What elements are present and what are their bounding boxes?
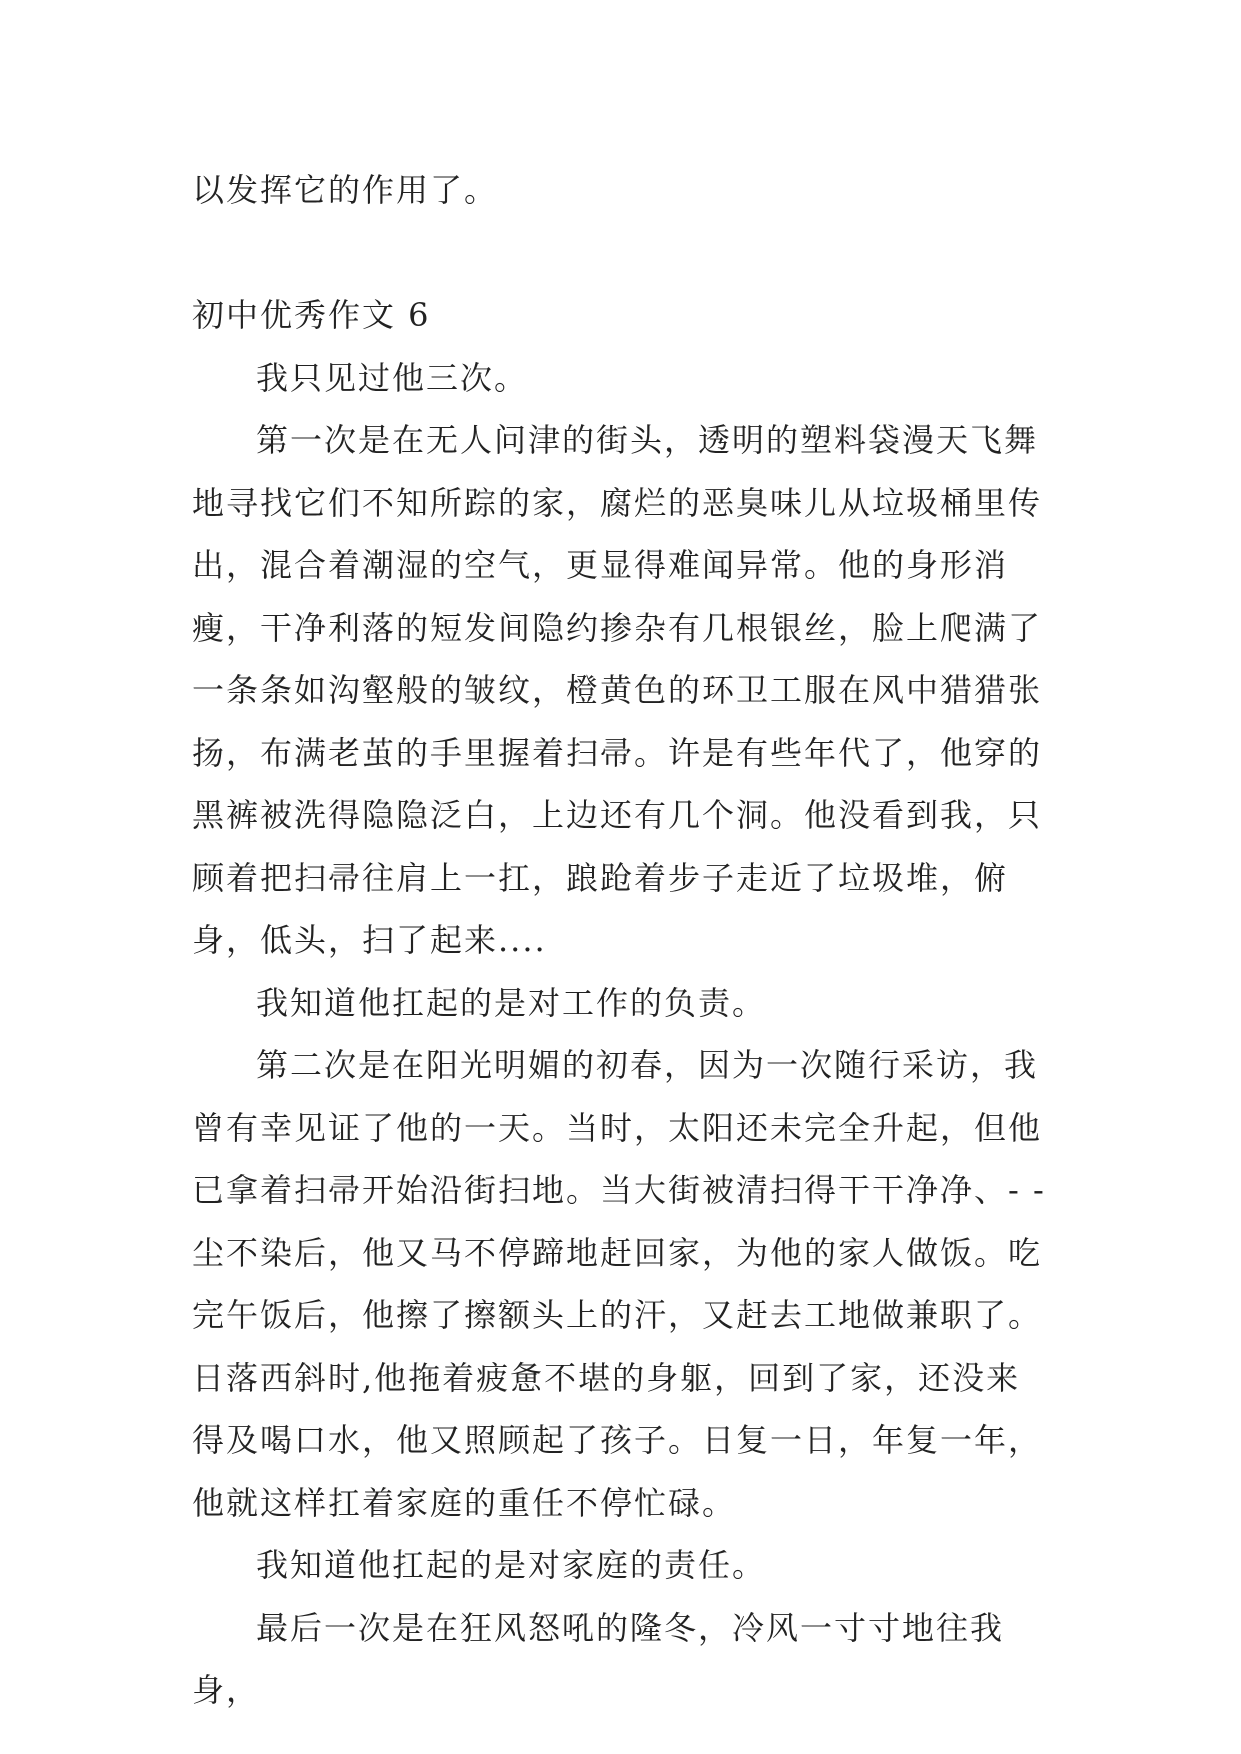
continuation-text: 以发挥它的作用了。 — [192, 171, 499, 209]
section-title: 初中优秀作文 6 — [192, 296, 431, 334]
paragraph: 我只见过他三次。 — [256, 358, 529, 397]
paragraph: 第二次是在阳光明媚的初春，因为一次随行采访，我曾有幸见证了他的一天。当时，太阳还未完全升起，但他已拿着扫帚开始沿街扫地。当大街被清扫得干干净净、- -尘不染后，他又马不停蹄地赶回家，为他的家人做饭。吃完午饭后，他擦了擦额头上的汗，又赶去工地做兼职了。日落西斜时,他拖着疲惫不堪的身躯，回到了家，还没来得及喝口水，他又照顾起了孩子。日复一日，年复一年，他就这样扛着家庭的重任不停忙碌。 — [192, 1046, 1046, 1522]
paragraph: 第一次是在无人问津的街头，透明的塑料袋漫天飞舞地寻找它们不知所踪的家，腐烂的恶臭味儿从垃圾桶里传出，混合着潮湿的空气，更显得难闻异常。他的身形消瘦，干净利落的短发间隐约掺杂有几根银丝，脸上爬满了一条条如沟壑般的皱纹，橙黄色的环卫工服在风中猎猎张扬，布满老茧的手里握着扫帚。许是有些年代了，他穿的黑裤被洗得隐隐泛白，上边还有几个洞。他没看到我，只顾着把扫帚往肩上一扛，踉跄着步子走近了垃圾堆，俯身，低头，扫了起来.... — [192, 421, 1043, 959]
document-body — [192, 159, 1052, 1722]
paragraph: 我知道他扛起的是对家庭的责任。 — [256, 1546, 767, 1584]
paragraph: 我知道他扛起的是对工作的负责。 — [256, 983, 767, 1022]
paragraph: 最后一次是在狂风怒吼的隆冬，冷风一寸寸地往我身， — [192, 1608, 1005, 1709]
